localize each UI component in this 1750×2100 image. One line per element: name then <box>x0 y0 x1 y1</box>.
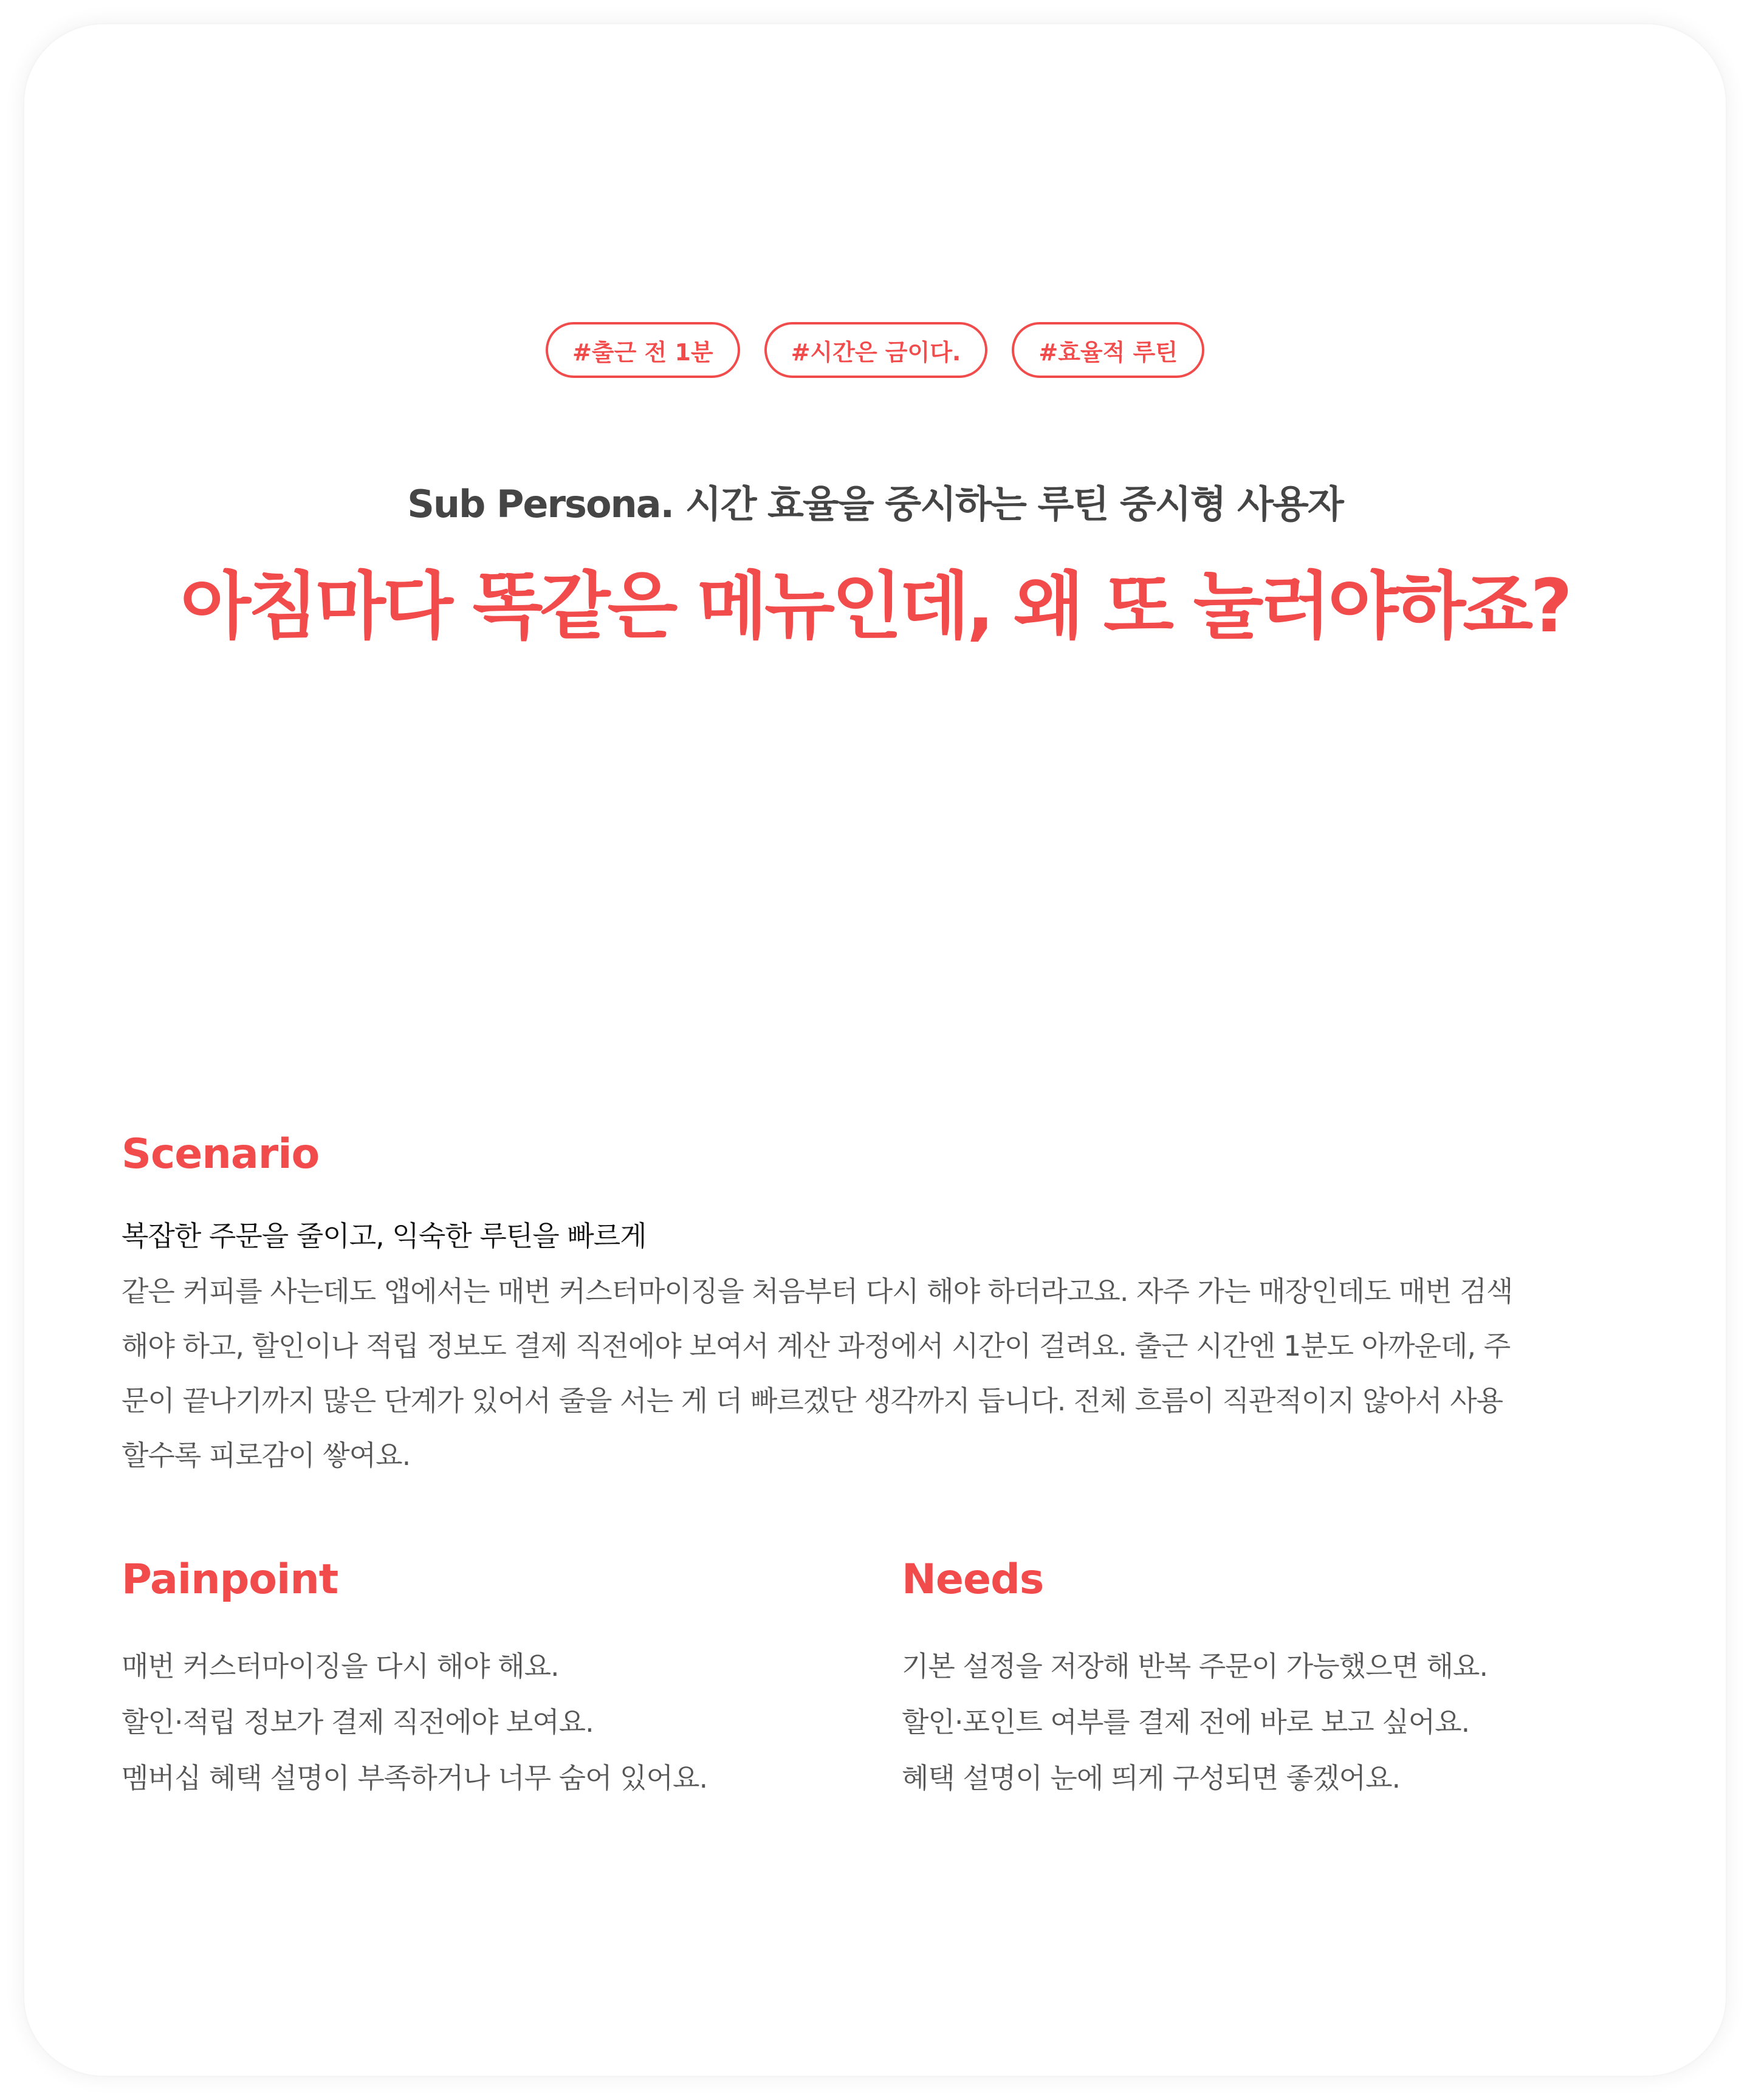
hashtag-list <box>24 322 1726 378</box>
scenario-body <box>122 1264 1628 1483</box>
painpoint-list <box>122 1638 707 1806</box>
scenario-line: 할수록 피로감이 쌓여요. <box>122 1439 411 1472</box>
list-item: 할인·적립 정보가 결제 직전에야 보여요. <box>122 1706 594 1738</box>
hashtag-badge: #시간은 금이다. <box>764 322 988 378</box>
painpoint-heading: Painpoint <box>122 1556 338 1604</box>
scenario-heading: Scenario <box>122 1130 320 1178</box>
persona-card <box>24 24 1726 2076</box>
list-item: 멤버십 혜택 설명이 부족하거나 너무 숨어 있어요. <box>122 1762 708 1794</box>
scenario-line: 해야 하고, 할인이나 적립 정보도 결제 직전에야 보여서 계산 과정에서 시간이 걸려요. 출근 시간엔 1분도 아까운데, 주 <box>122 1330 1511 1362</box>
scenario-line: 같은 커피를 사는데도 앱에서는 매번 커스터마이징을 처음부터 다시 해야 하더라고요. 자주 가는 매장인데도 매번 검색 <box>122 1275 1513 1308</box>
scenario-line: 문이 끝나기까지 많은 단계가 있어서 줄을 서는 게 더 빠르겠단 생각까지 듭니다. 전체 흐름이 직관적이지 않아서 사용 <box>122 1384 1503 1417</box>
list-item: 기본 설정을 저장해 반복 주문이 가능했으면 해요. <box>902 1650 1488 1683</box>
scenario-lead: 복잡한 주문을 줄이고, 익숙한 루틴을 빠르게 <box>122 1220 647 1252</box>
needs-list <box>902 1638 1487 1806</box>
list-item: 매번 커스터마이징을 다시 해야 해요. <box>122 1650 559 1683</box>
hashtag-badge: #효율적 루틴 <box>1012 322 1204 378</box>
hashtag-badge: #출근 전 1분 <box>546 322 740 378</box>
persona-subtitle: Sub Persona. 시간 효율을 중시하는 루틴 중시형 사용자 <box>407 482 1343 526</box>
persona-headline: 아침마다 똑같은 메뉴인데, 왜 또 눌러야하죠? <box>180 564 1570 649</box>
list-item: 할인·포인트 여부를 결제 전에 바로 보고 싶어요. <box>902 1706 1470 1738</box>
needs-heading: Needs <box>902 1556 1044 1604</box>
list-item: 혜택 설명이 눈에 띄게 구성되면 좋겠어요. <box>902 1762 1401 1794</box>
